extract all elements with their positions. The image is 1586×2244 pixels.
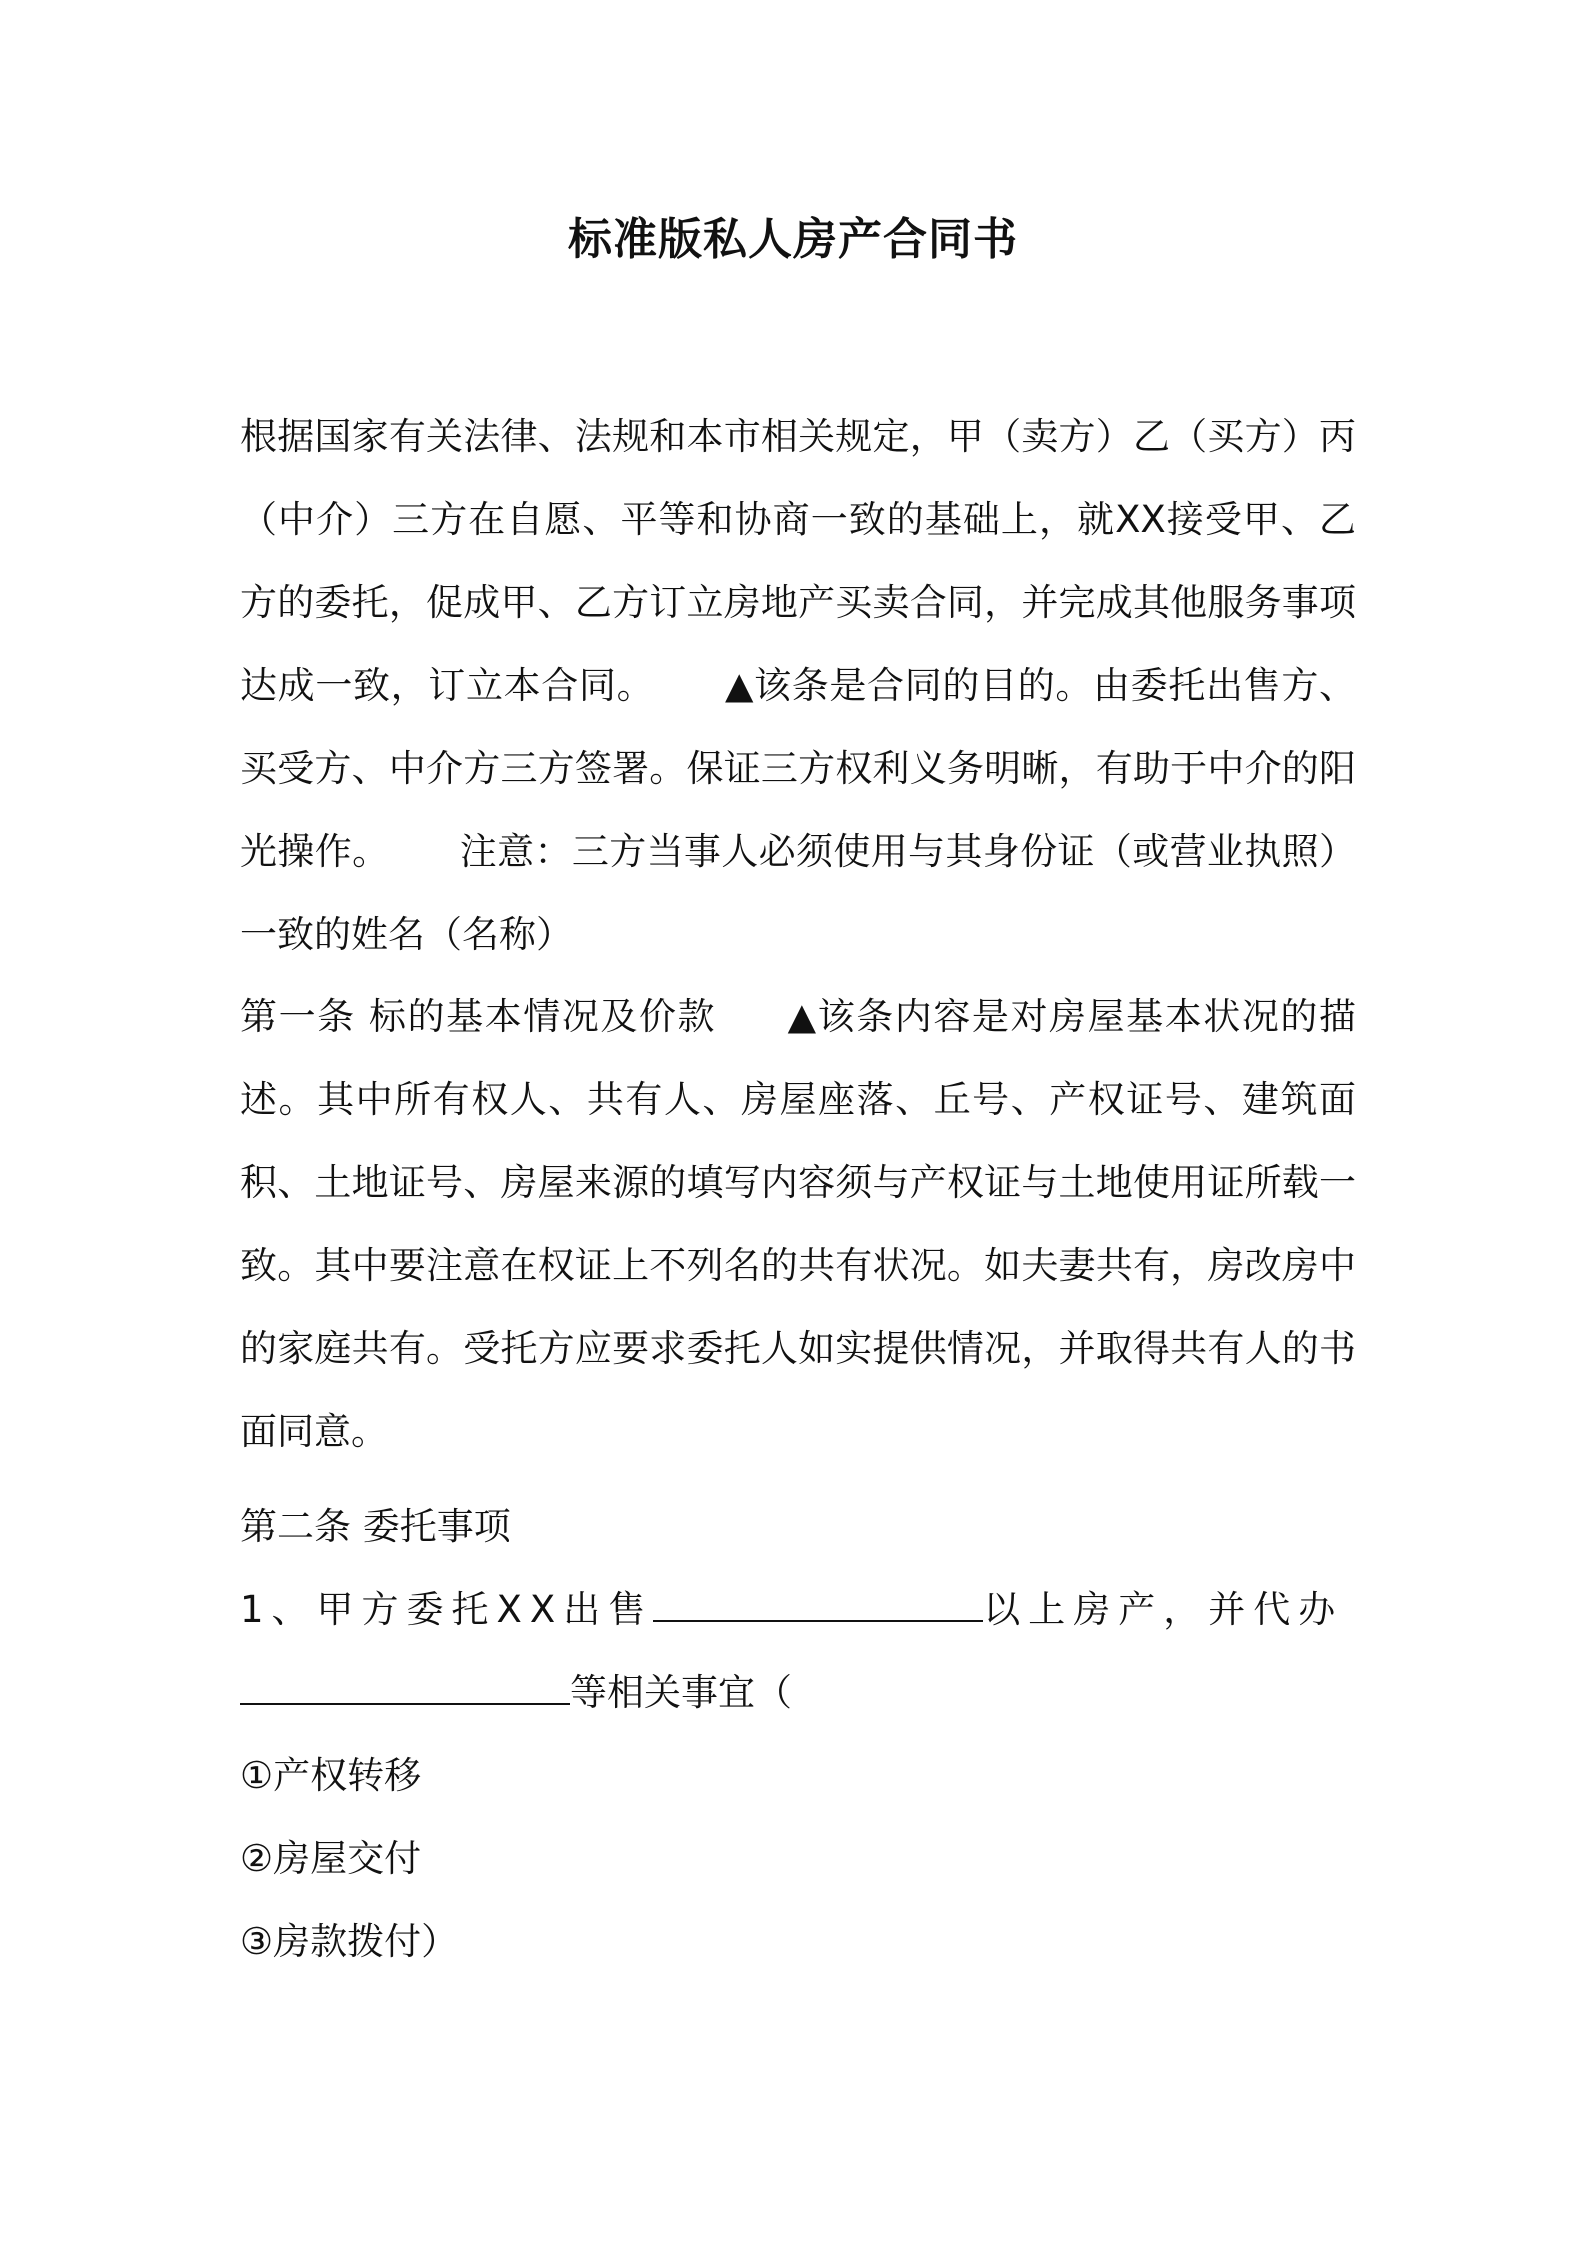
intro-caution: 注意：三方当事人必须使用与其身份证（或营业执照）一致的姓名（名称） [240,830,1357,956]
intro-text: 根据国家有关法律、法规和本市相关规定，甲（卖方）乙（买方）丙（中介）三方在自愿、平等和协商一致的基础上，就XX接受甲、乙方的委托，促成甲、乙方订立房地产买卖合同，并完成其他服务事项达成一致，订立本合同。 [240,415,1356,707]
article1-note: ▲该条内容是对房屋基本状况的描述。其中所有权人、共有人、房屋座落、丘号、产权证号、建筑面积、土地证号、房屋来源的填写内容须与产权证与土地使用证所载一致。其中要注意在权证上不列名的共有状况。如夫妻共有，房改房中的家庭共有。受托方应要求委托人如实提供情况，并取得共有人的书面同意。 [240,995,1356,1453]
fill-blank-2 [240,1669,570,1705]
item1-line1 [240,1568,1356,1651]
document-title: 标准版私人房产合同书 [568,214,1018,265]
intro-note: ▲该条是合同的目的。由委托出售方、买受方、中介方三方签署。保证三方权利义务明晰，有助于中介的阳光操作。 [240,664,1356,873]
item1-prefix: 1、甲方委托XX出售 [240,1588,654,1631]
intro-paragraph [240,395,1356,976]
subitem-3: ③房款拨付） [240,1920,459,1963]
fill-blank-1 [653,1586,983,1622]
subitem-2: ②房屋交付 [240,1837,422,1880]
item1-suffix: 等相关事宜（ [570,1671,792,1714]
article1-heading: 第一条 标的基本情况及价款 [240,995,717,1038]
item1-line2 [240,1651,1356,1734]
article2-heading: 第二条 委托事项 [240,1505,511,1548]
article1-paragraph [240,975,1356,1473]
item1-middle: 以上房产，并代办 [983,1588,1344,1631]
subitem-1: ①产权转移 [240,1754,422,1797]
